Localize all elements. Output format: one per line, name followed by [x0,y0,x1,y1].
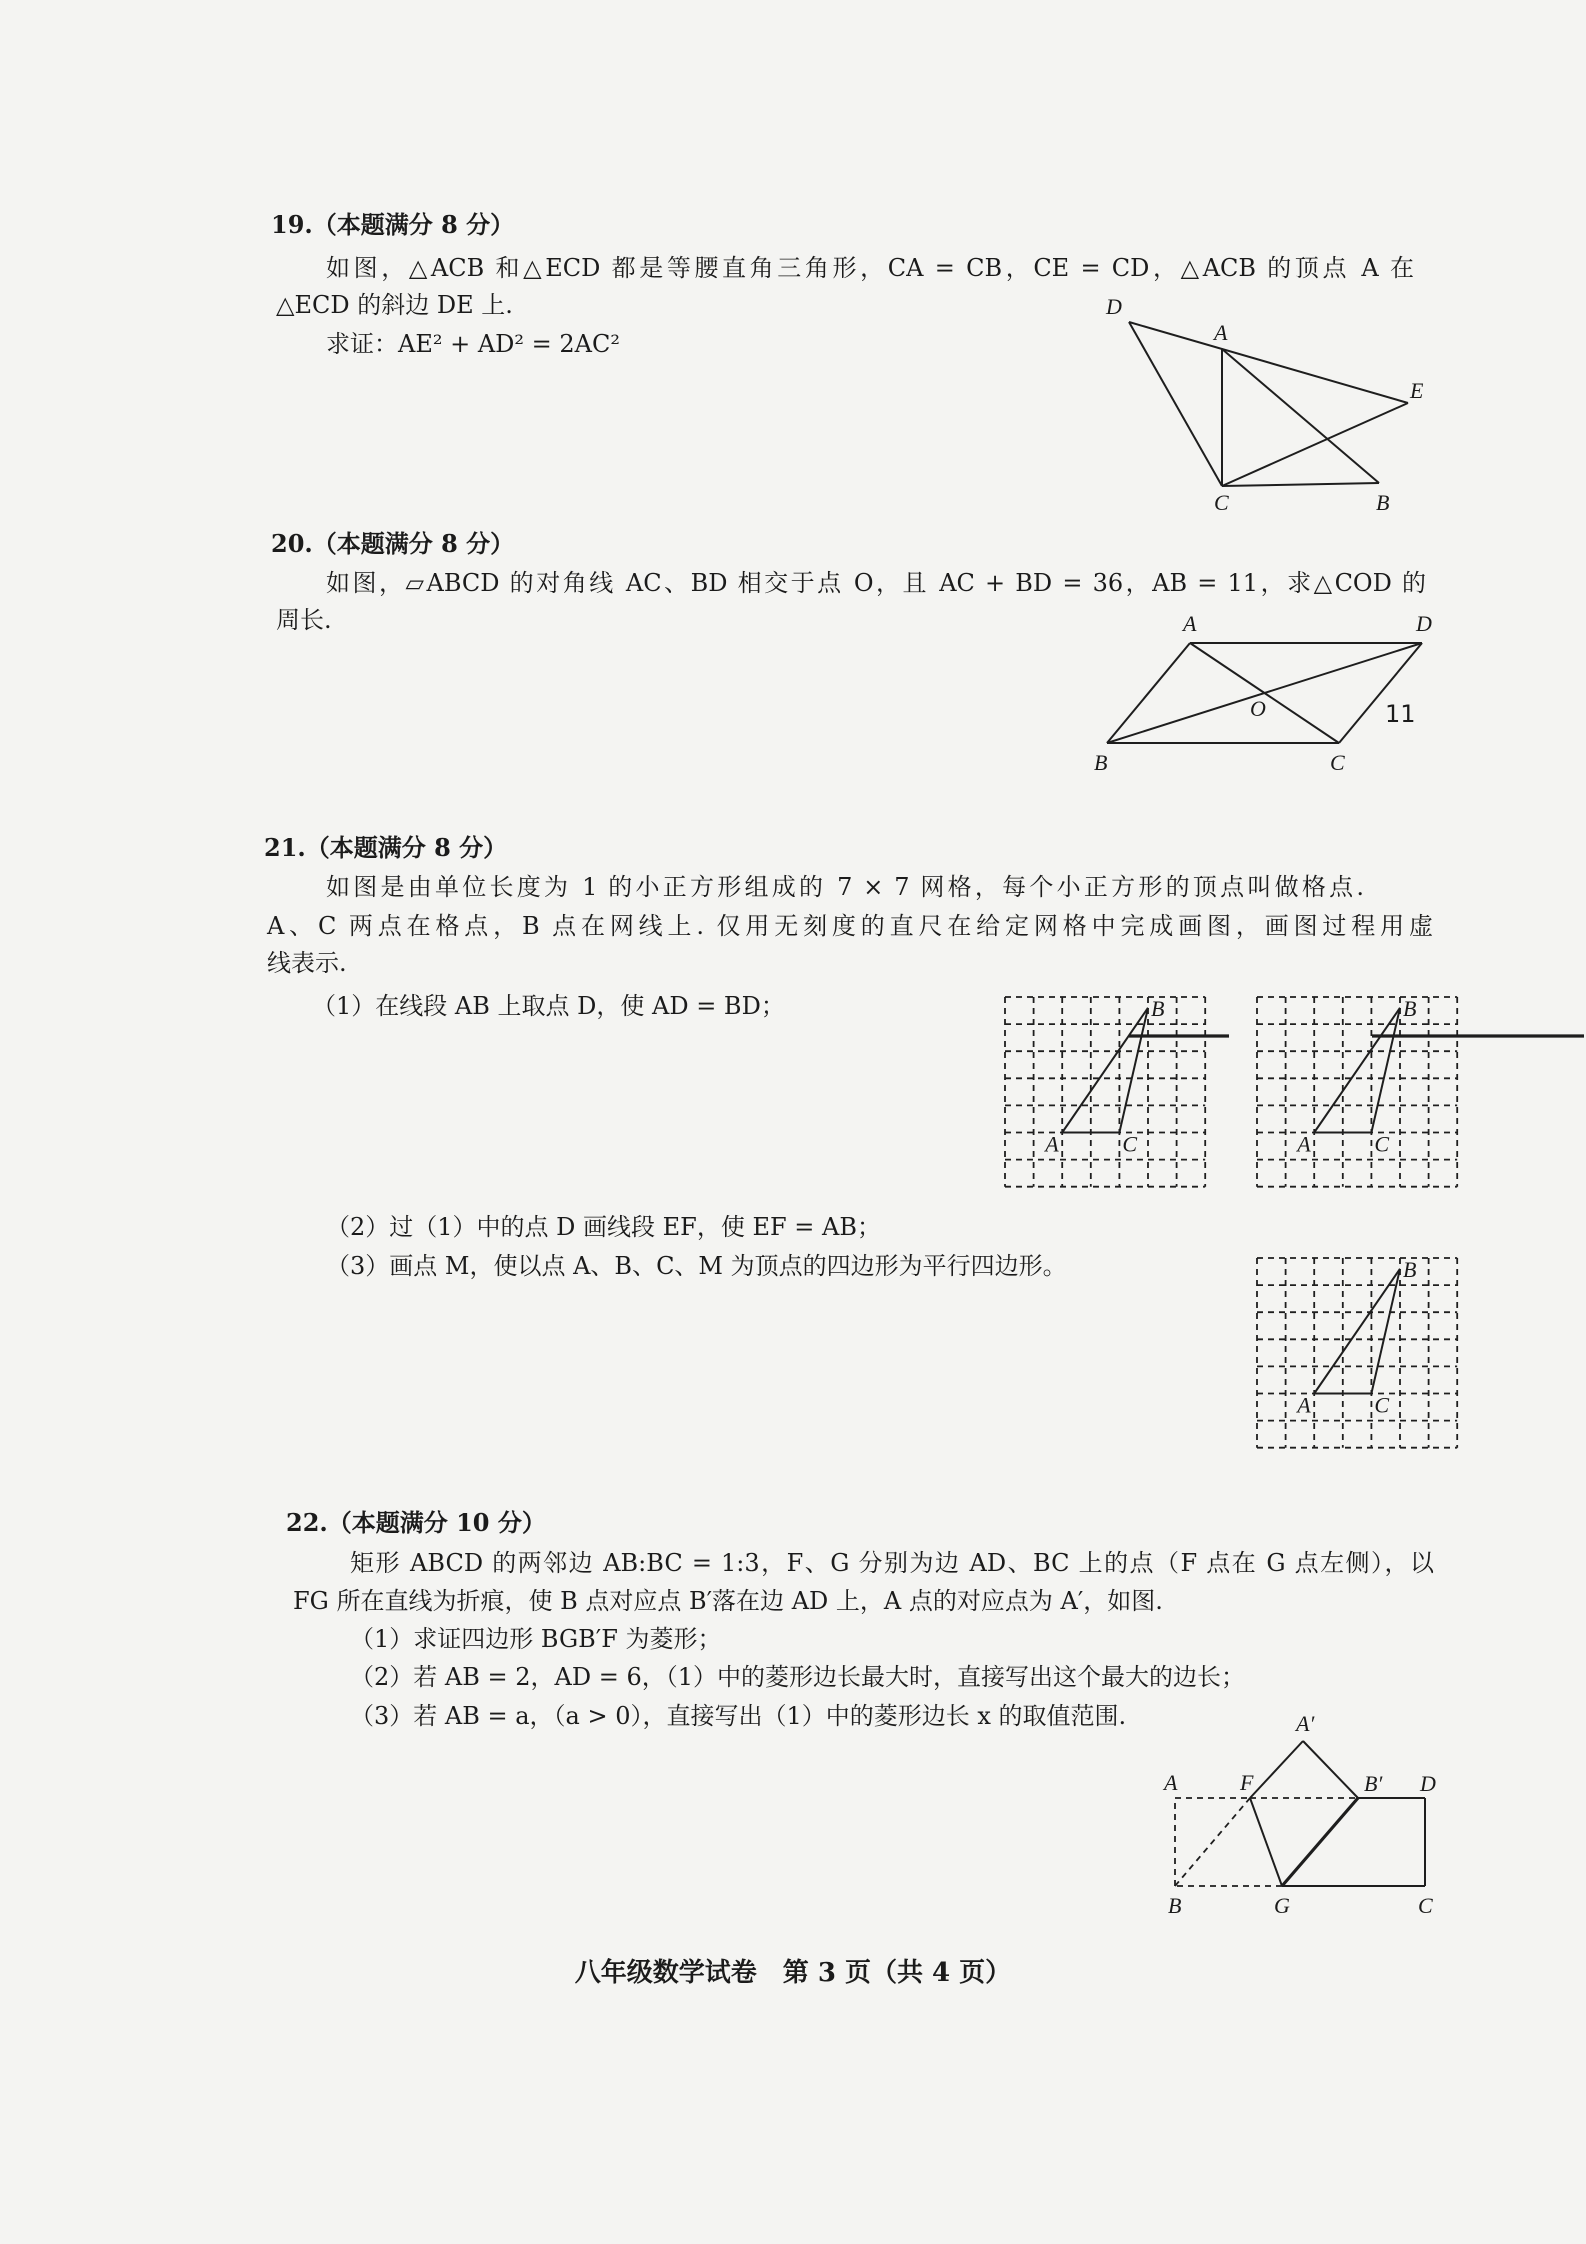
q22-line-1: 矩形 ABCD 的两邻边 AB:BC = 1:3，F、G 分别为边 AD、BC 上的点（F 点在 G 点左侧），以 [350,1549,1434,1577]
segment-bf [1175,1798,1250,1886]
figure-q21-grids [1005,996,1457,1448]
triangle-side-ab [1314,1008,1400,1133]
segment-ce [1222,403,1408,486]
vertex-label-b: B [1151,995,1165,1021]
page-footer: 八年级数学试卷 第 3 页（共 4 页） [574,1958,1012,1988]
vertex-label-c: C [1122,1131,1138,1157]
vertex-label-d: D [1106,294,1122,319]
figure-q22 [1162,1711,1436,1918]
q21-line-2: A、C 两点在格点，B 点在网线上. 仅用无刻度的直尺在给定网格中完成画图，画图过程用虚 [267,912,1433,940]
vertex-label-f: F [1240,1770,1254,1795]
q20-line-2: 周长. [276,606,332,634]
vertex-label-a: A [1297,1392,1311,1418]
triangle-side-cb [1371,1008,1400,1133]
figure-q19 [1105,294,1424,515]
grid-1 [1005,996,1205,1187]
triangle-side-ab [1062,1008,1148,1133]
vertex-label-b: B [1403,995,1417,1021]
segment-dc [1339,643,1422,743]
grid-2 [1257,996,1457,1187]
vertex-label-a: A [1214,320,1228,345]
segment-de [1129,322,1408,403]
triangle-side-cb [1371,1269,1400,1394]
segment-b-prime-g [1282,1798,1358,1886]
q19-proof-statement: 求证：AE² + AD² = 2AC² [326,330,620,358]
vertex-label-a: A [1045,1131,1059,1157]
q21-part-2: （2）过（1）中的点 D 画线段 EF，使 EF = AB； [326,1213,881,1241]
diagonal-bd [1107,643,1422,743]
handwritten-note: 11 [1385,700,1416,728]
vertex-label-e: E [1410,378,1424,403]
segment-cb [1222,483,1379,486]
segment-a-prime-b-prime [1303,1741,1358,1798]
segment-dc [1129,322,1222,486]
vertex-label-b: B [1094,750,1108,775]
q22-part-2: （2）若 AB = 2，AD = 6，（1）中的菱形边长最大时，直接写出这个最大的边长； [350,1663,1245,1691]
center-label-o: O [1250,696,1266,721]
q22-header: 22.（本题满分 10 分） [286,1508,546,1537]
q20-line-1: 如图，▱ABCD 的对角线 AC、BD 相交于点 O，且 AC + BD = 36，AB = 11，求△COD 的 [326,569,1426,597]
q19-header: 19.（本题满分 8 分） [271,210,515,239]
vertex-label-b-prime: B′ [1364,1771,1383,1796]
q22-part-3: （3）若 AB = a，（a > 0），直接写出（1）中的菱形边长 x 的取值范围. [350,1702,1127,1730]
vertex-label-g: G [1274,1893,1290,1918]
vertex-label-a: A [1183,611,1197,636]
q21-line-1: 如图是由单位长度为 1 的小正方形组成的 7 × 7 网格，每个小正方形的顶点叫做格点. [326,873,1364,901]
vertex-label-c: C [1214,490,1229,515]
vertex-label-c: C [1374,1392,1390,1418]
vertex-label-d: D [1416,611,1432,636]
grid-3 [1257,1257,1457,1448]
q22-line-2: FG 所在直线为折痕，使 B 点对应点 B′落在边 AD 上，A 点的对应点为 A′，如图. [293,1587,1163,1615]
q21-header: 21.（本题满分 8 分） [264,833,508,862]
segment-ab [1222,349,1379,483]
q19-line-2: △ECD 的斜边 DE 上. [276,291,513,319]
vertex-label-b: B [1403,1256,1417,1282]
triangle-side-cb [1119,1008,1148,1133]
vertex-label-b: B [1376,490,1390,515]
segment-ab [1107,643,1190,743]
vertex-label-c: C [1418,1893,1433,1918]
triangle-side-ab [1314,1269,1400,1394]
q21-part-3: （3）画点 M，使以点 A、B、C、M 为顶点的四边形为平行四边形。 [326,1252,1067,1280]
q19-line-1: 如图，△ACB 和△ECD 都是等腰直角三角形，CA = CB，CE = CD，△ACB 的顶点 A 在 [326,254,1414,282]
q21-part-1: （1）在线段 AB 上取点 D，使 AD = BD； [312,992,785,1020]
vertex-label-a-prime: A′ [1296,1711,1315,1736]
vertex-label-c: C [1330,750,1345,775]
segment-fa-prime [1250,1741,1303,1798]
figure-q20 [1094,611,1432,775]
vertex-label-a: A [1164,1770,1178,1795]
vertex-label-a: A [1297,1131,1311,1157]
vertex-label-b: B [1168,1893,1182,1918]
fold-line-fg [1250,1798,1282,1886]
q21-line-3: 线表示. [267,949,347,977]
q20-header: 20.（本题满分 8 分） [271,529,515,558]
vertex-label-c: C [1374,1131,1390,1157]
q22-part-1: （1）求证四边形 BGB′F 为菱形； [350,1625,722,1653]
vertex-label-d: D [1420,1771,1436,1796]
